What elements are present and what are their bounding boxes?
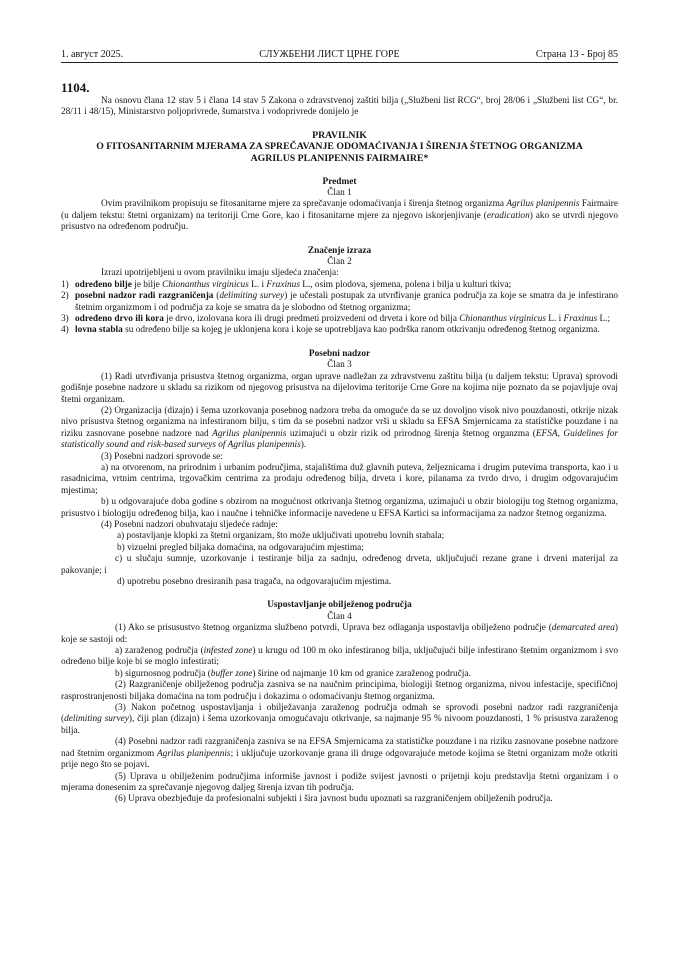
article-heading: Uspostavljanje obilježenog područja <box>267 600 412 611</box>
article-1 <box>61 177 618 234</box>
issue-date: 1. август 2025. <box>61 49 124 60</box>
regulation-title <box>61 130 618 165</box>
sub-item: a) postavljanje klopki za štetni organizam, što može uključivati upotrebu lovnih stabala; <box>117 531 445 542</box>
sub-item: c) u slučaju sumnje, uzorkovanje i testiranje bilja za sadnju, određenog drveta, uključujući rezane grane i drveni materijal za pakovanje; i <box>61 554 618 576</box>
paragraph: Izrazi upotrijebljeni u ovom pravilniku imaju sljedeća značenja: <box>101 268 339 279</box>
paragraph: (1) Ako se prisusustvo štetnog organizma službeno potvrdi, Uprava bez odlaganja uspostavlja obilježeno područje (demarcated area) koje se sastoji od: <box>61 623 618 645</box>
sub-item: b) vizuelni pregled bilјaka domaćina, na odgovarajućim mjestima; <box>117 542 364 553</box>
page-number: Страна 13 - Број 85 <box>535 49 618 60</box>
definition-item: 1) određeno bilje je bilje Chionanthus virginicus L. i Fraxinus L., osim plodova, sjemena, polena i bilja u kulturi tkiva; <box>61 279 512 290</box>
title-line-2: O FITOSANITARNIM MJERAMA ZA SPREČAVANJE ODOMAĆIVANJA I ŠIRENJA ŠTETNOG ORGANIZMA <box>96 141 583 153</box>
sub-item: a) zaraženog područja (infested zone) u krugu od 100 m oko infestiranog bilja, uključujući bilje infestirano štetnim organizmom i svo određeno bilje koje bi se moglo infestirati; <box>61 646 618 668</box>
definition-item: 4) lovna stabla su određeno bilje sa kojeg je uklonjena kora i koje se upotrebljava kao podrška ranom otkrivanju određenog štetnog organizma. <box>61 325 600 336</box>
definition-item: 3) određeno drvo ili kora je drvo, izolovana kora ili drugi predmeti proizvedeni od drveta i kore od bilja Chionanthus virginicus L. i Fraxinus L.; <box>61 314 611 325</box>
article-number: Član 4 <box>327 611 352 622</box>
sub-item: b) sigurnosnog područja (buffer zone) širine od najmanje 10 km od granice zaraženog područja. <box>115 668 471 679</box>
title-line-3: AGRILUS PLANIPENNIS FAIRMAIRE* <box>250 153 429 164</box>
paragraph: (3) Posebni nadzori sprovode se: <box>101 451 223 462</box>
legal-basis: Na osnovu člana 12 stav 5 i člana 14 stav 5 Zakona o zdravstvenoj zaštiti bilja („Službeni list RCG“, broj 28/06 i „Službeni list CG“, br. 28/11 i 48/15), Ministarstvo poljoprivrede, šumarstva i vodoprivrede donijelo je <box>61 96 618 118</box>
article-heading: Predmet <box>322 176 357 187</box>
paragraph: (5) Uprava u obilježenim područjima informiše javnost i podiže svijest javnosti o prijetnji koju predstavlja štetni organizam i o mjerama donesenim za sprečavanje njegovog daljeg širenja izvan tih područja. <box>61 771 618 793</box>
paragraph: (2) Organizacija (dizajn) i šema uzorkovanja posebnog nadzora treba da omoguće da se uz dovoljno visok nivo pouzdanosti, otkrije nizak nivo prisustva štetnog organizma na infestiranom bilju, s tim da se posebni nadzor vrši u skladu sa EFSA Smjernicama za statističke pouzdane i na riziku zasnovane posebne nadzore nad Agrilus planipennis uzimajući u obzir rizik od prirodnog širenja štetnog organzma (EFSA, Guidelines for statistically sound and risk-based surveys of Agrilus planipennis). <box>61 405 618 451</box>
paragraph: Ovim pravilnikom propisuju se fitosanitarne mjere za sprečavanje odomaćivanja i širenja štetnog organizma Agrilus planipennis Fairmaire (u daljem tekstu: štetni organizam) na teritoriji Crne Gore, kao i fitosanitarne mjere za njegovo iskorjenjivanje (eradication) ako se utvrdi njegovo prisustvo na određenom području. <box>61 199 618 233</box>
sub-item: a) na otvorenom, na prirodnim i urbanim područjima, stajalištima duž glavnih puteva, željeznicama i drugim putevima transporta, kao i u rasadnicima, vrtnim centrima, trgovačkim centrima za prodaju određenog bilja, drveta i kore, pilanama za tvrdo drvo, i drugim odgovarajućim mjestima; <box>61 462 618 496</box>
header-divider <box>61 62 618 63</box>
sub-item: b) u odgovarajuće doba godine s obzirom na mogućnost otkrivanja štetnog organizma, uzimajući u obzir biologiju tog štetnog organizma, prisustvo i biologiju određenog bilja, kao i naučne i tehničke informacije navedene u EFSA Kartici sa informacijama za nadzor štetnog organizma. <box>61 497 618 519</box>
definition-item: 2) posebni nadzor radi razgraničenja (delimiting survey) je učestali postupak za utvrđivanje granica područja za koje se smatra da je infestirano štetnim organizmom i od područja za koje se smatra da je slobodno od štetnog organizma; <box>61 291 618 313</box>
paragraph: (1) Radi utvrđivanja prisustva štetnog organizma, organ uprave nadležan za zdravstvenu zaštitu bilja (u daljem tekstu: Uprava) sprovodi godišnje posebne nadzore u skladu sa rizikom od njegovog prisustva na dijelovima teritorije Crne Gore na kojima nije poznato da se pojavljuje ovaj štetni organizam. <box>61 371 618 405</box>
paragraph: (2) Razgraničenje obilježenog područja zasniva se na naučnim principima, biologiji štetnog organizma, nivou infestacije, specifičnoj rasprostranjenosti biljaka domaćina na tom području i dokazima o odomaćivanju štetnog organizma. <box>61 680 618 702</box>
page-header <box>61 49 618 61</box>
sub-item: d) upotrebu posebno dresiranih pasa tragača, na odgovarajućim mjestima. <box>117 577 392 587</box>
article-heading: Značenje izraza <box>307 245 372 256</box>
journal-title: СЛУЖБЕНИ ЛИСТ ЦРНЕ ГОРЕ <box>259 49 400 60</box>
article-number: Član 2 <box>327 257 352 268</box>
title-line-1: PRAVILNIK <box>312 129 367 141</box>
document-number: 1104. <box>61 80 90 95</box>
article-3 <box>61 349 618 589</box>
document-body <box>61 80 618 806</box>
article-2 <box>61 246 618 337</box>
paragraph: (4) Posebni nadzori obuhvataju sljedeće radnje: <box>101 519 278 530</box>
paragraph: (6) Uprava obezbjeđuje da profesionalni subjekti i šira javnost budu upoznati sa razgraničenjem obilježenih područja. <box>115 794 553 805</box>
paragraph: (4) Posebni nadzor radi razgraničenja zasniva se na EFSA Smjernicama za statističke pouzdane i na riziku zasnovane posebne nadzore nad štetnim organizmom Agrilus planipennis; i uključuje uzorkovanje grana ili druge odgovarajuće metode kojima se štetni organizam može otkriti prije nego što se pojavi. <box>61 737 618 771</box>
article-heading: Posebni nadzor <box>308 348 371 359</box>
article-number: Član 3 <box>327 360 352 371</box>
paragraph: (3) Nakon početnog uspostavljanja i obilježavanja zaraženog područja odmah se sprovodi posebni nadzor radi razgraničenja (delimiting survey), čiji plan (dizajn) i šema uzorkovanja omogućavaju otkrivanje, sa najmanje 95 % nivoom pouzdanosti, 1 % prisustva zaraženog bilja. <box>61 703 618 736</box>
article-number: Član 1 <box>327 188 352 198</box>
article-4 <box>61 600 618 805</box>
